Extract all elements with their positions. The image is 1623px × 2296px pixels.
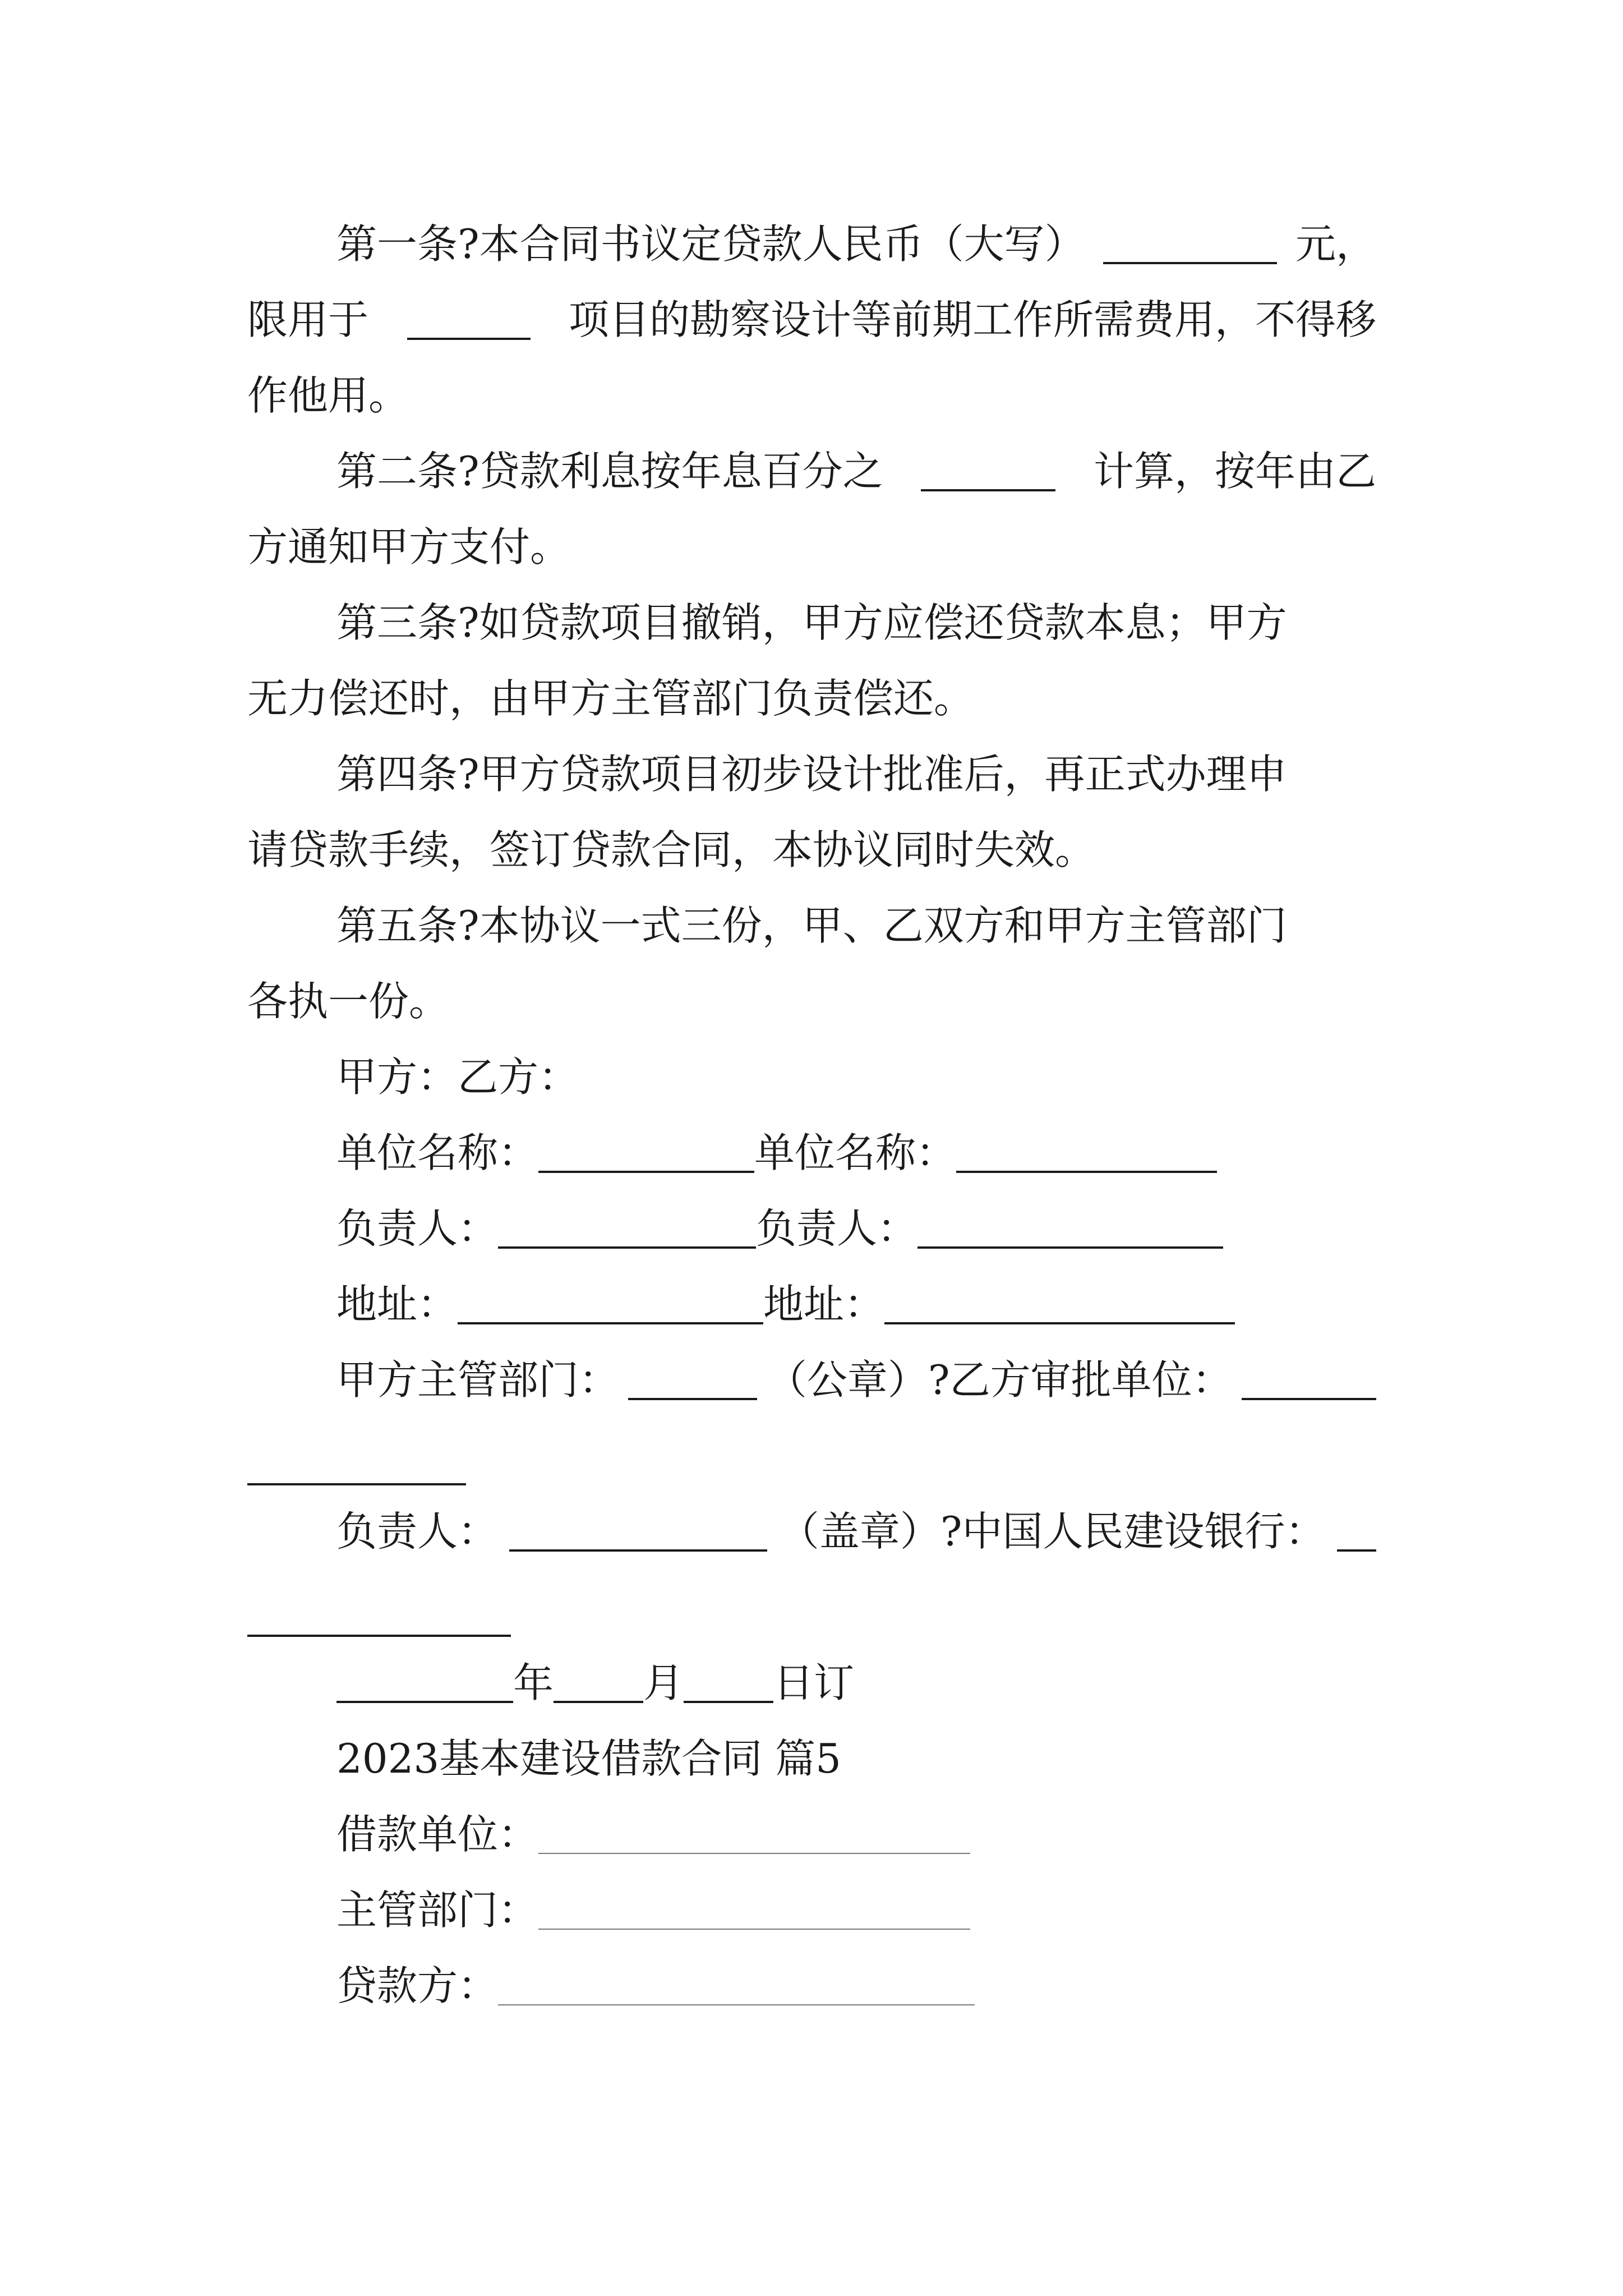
article-1-purpose: 项目的勘察设计等前期工作所需费用，不得移 [568,296,1376,343]
article-2-line-2 [247,519,1376,575]
article-4-end: 请贷款手续，签订贷款合同，本协议同时失效。 [247,826,1096,873]
article-2-text: 第二条?贷款利息按年息百分之 [336,448,883,495]
lender-label: 贷款方： [336,1962,499,2009]
bank-blank[interactable] [1337,1511,1376,1552]
article-5-end: 各执一份。 [247,978,450,1025]
borrower-line [336,1806,970,1862]
party-a-address-label: 地址： [336,1281,458,1328]
article-4-text: 第四条?甲方贷款项目初步设计批准后，再正式办理申 [336,751,1287,798]
party-b-person-label: 负责人： [756,1205,918,1252]
party-a-person-label: 负责人： [336,1205,499,1252]
person-line [336,1200,1223,1257]
party-b-address-blank[interactable] [884,1284,1235,1324]
bank-blank-continued[interactable] [247,1635,511,1637]
lender-field[interactable] [498,1966,975,2005]
article-1-line-3 [247,367,1376,424]
section-5-title-line [336,1731,1376,1787]
dept-label: 甲方主管部门： [336,1356,620,1404]
article-1-line-2 [247,292,1376,348]
approval-unit-blank-continued[interactable] [247,1483,466,1485]
authority-line [336,1352,1376,1408]
article-3-end: 无力偿还时，由甲方主管部门负责偿还。 [247,675,975,722]
address-line [336,1276,1235,1332]
year-label: 年 [513,1659,554,1706]
article-1-limit-label: 限用于 [247,296,369,343]
authority-field-line [336,1882,970,1938]
lender-line [336,1958,975,2014]
party-b-unit-label: 单位名称： [754,1129,957,1176]
day-blank[interactable] [684,1663,773,1703]
bank-person-blank[interactable] [509,1511,767,1552]
borrower-label: 借款单位： [336,1811,539,1858]
article-5-line-2 [247,973,1376,1029]
party-a-unit-label: 单位名称： [336,1129,539,1176]
month-blank[interactable] [554,1663,643,1703]
article-1-line-1 [336,216,1376,272]
unit-name-line [336,1125,1217,1181]
article-1-end: 作他用。 [247,372,409,419]
parties-label: 甲方：乙方： [336,1053,579,1101]
article-5-line-1 [336,898,1376,954]
party-a-person-blank[interactable] [498,1208,756,1249]
party-a-address-blank[interactable] [458,1284,763,1324]
article-2-calc: 计算，按年由乙 [1093,448,1376,495]
party-a-unit-blank[interactable] [538,1133,754,1173]
article-5-text: 第五条?本协议一式三份，甲、乙双方和甲方主管部门 [336,902,1287,949]
article-1-text: 第一条?本合同书议定贷款人民币（大写） [336,220,1085,268]
public-seal-label: （公章）?乙方审批单位： [766,1356,1233,1404]
parties-line [336,1049,1376,1105]
borrower-field[interactable] [538,1815,970,1854]
article-3-text: 第三条?如贷款项目撤销，甲方应偿还贷款本息；甲方 [336,599,1287,646]
year-blank[interactable] [336,1663,513,1703]
article-2-line-1 [336,443,1376,499]
amount-blank[interactable] [1103,224,1277,264]
party-b-unit-blank[interactable] [956,1133,1217,1173]
article-1-yuan: 元， [1295,220,1376,268]
bank-line [336,1503,1376,1559]
cover-seal-label: （盖章）?中国人民建设银行： [778,1508,1326,1555]
bank-person-label: 负责人： [336,1508,499,1555]
authority-field[interactable] [538,1890,970,1930]
dept-blank[interactable] [628,1360,757,1400]
article-4-line-1 [336,746,1376,802]
article-2-end: 方通知甲方支付。 [247,523,571,570]
party-b-person-blank[interactable] [917,1208,1223,1249]
article-4-line-2 [247,822,1376,878]
month-label: 月 [643,1659,684,1706]
party-b-address-label: 地址： [763,1281,885,1328]
article-3-line-2 [247,670,1376,726]
article-3-line-1 [336,595,1376,651]
approval-unit-blank[interactable] [1242,1360,1376,1400]
project-blank[interactable] [407,300,531,340]
date-line [336,1655,854,1711]
interest-rate-blank[interactable] [921,451,1055,491]
authority-label: 主管部门： [336,1887,539,1934]
section-5-title: 2023基本建设借款合同 篇5 [336,1735,841,1782]
day-label: 日订 [773,1659,855,1706]
